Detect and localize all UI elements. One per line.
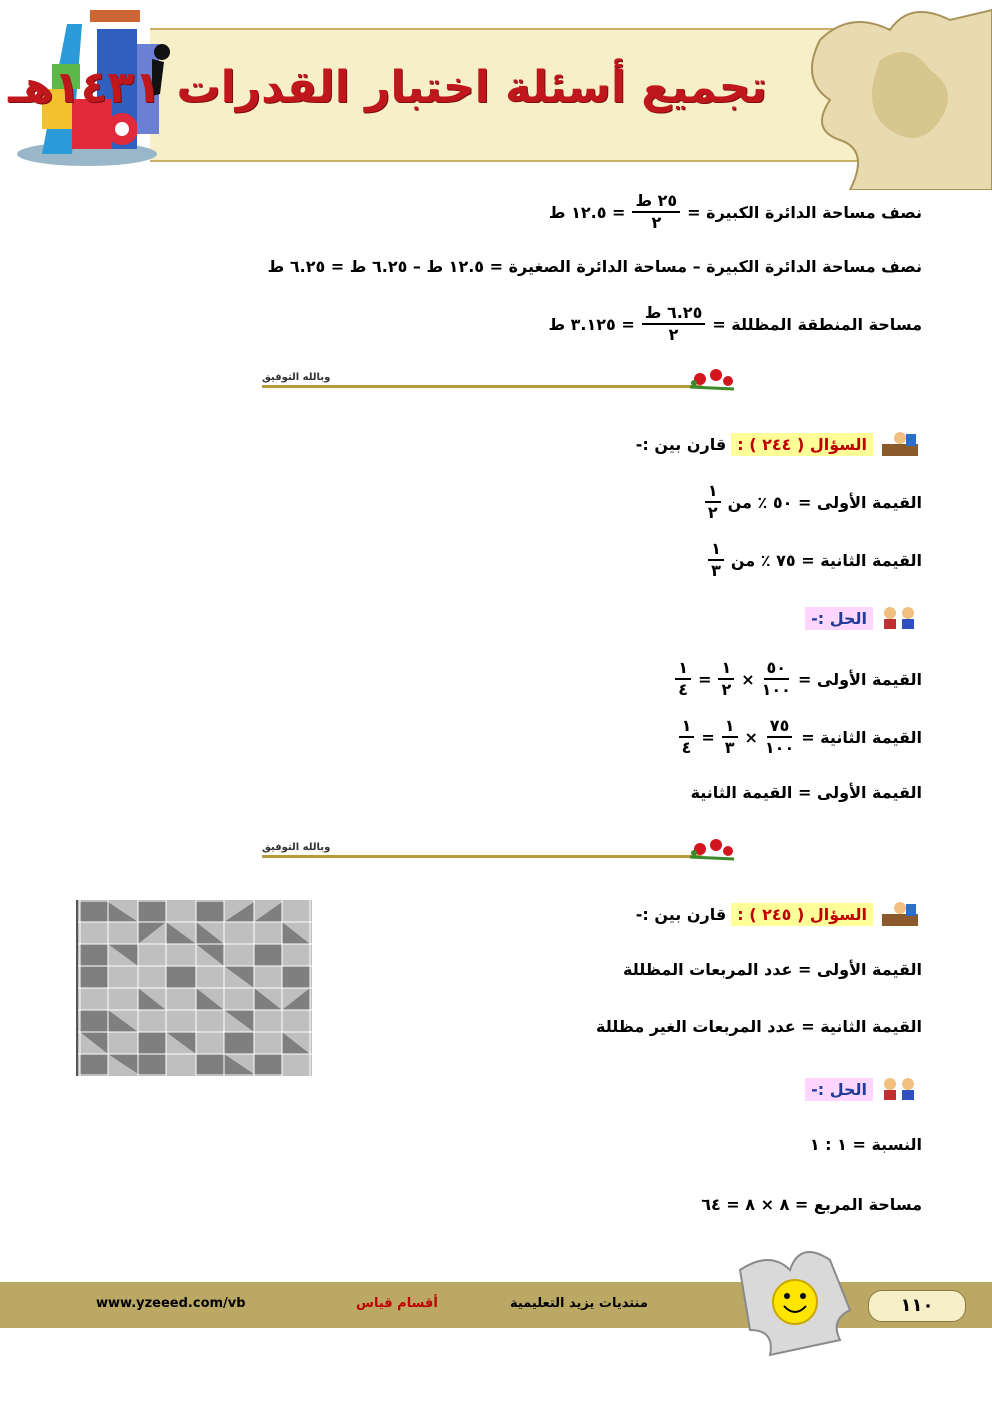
fraction bbox=[708, 541, 724, 579]
fraction bbox=[762, 660, 791, 698]
numerator: ٢٥ ط bbox=[632, 193, 680, 213]
denominator: ١٠٠ bbox=[764, 738, 795, 757]
fraction bbox=[632, 193, 680, 231]
denominator: ٢ bbox=[707, 503, 718, 522]
q244-value-1 bbox=[703, 483, 922, 521]
question-prompt: قارن بين :- bbox=[635, 434, 727, 454]
numerator: ١ bbox=[675, 660, 691, 680]
times-sign: × bbox=[741, 669, 755, 689]
denominator: ٢ bbox=[721, 680, 732, 699]
fraction bbox=[679, 718, 695, 756]
question-label: السؤال ( ٢٤٥ ) : bbox=[731, 903, 873, 926]
numerator: ٥٠ bbox=[764, 660, 790, 680]
q244-solution-line-2 bbox=[677, 718, 922, 756]
value-2-text: القيمة الثانية = ٧٥ ٪ من bbox=[730, 550, 922, 570]
denominator: ٢ bbox=[668, 325, 679, 344]
q244-conclusion: القيمة الأولى = القيمة الثانية bbox=[690, 783, 922, 802]
denominator: ٤ bbox=[681, 738, 692, 757]
fraction bbox=[675, 660, 691, 698]
numerator: ١ bbox=[708, 541, 724, 561]
intro-line-1-result: = ١٢.٥ ط bbox=[548, 202, 626, 222]
fraction bbox=[705, 483, 721, 521]
fraction bbox=[718, 660, 734, 698]
fraction bbox=[722, 718, 738, 756]
times-sign: × bbox=[744, 727, 758, 747]
solution-2-text: القيمة الثانية = bbox=[801, 727, 922, 747]
solution-label: الحل :- bbox=[805, 607, 873, 630]
student-icon bbox=[878, 900, 922, 928]
equals-sign: = bbox=[698, 669, 712, 689]
fraction bbox=[765, 718, 794, 756]
question-prompt: قارن بين :- bbox=[635, 904, 727, 924]
divider-text: وبالله التوفيق bbox=[262, 842, 331, 853]
puzzle-piece-icon bbox=[790, 0, 992, 190]
q245-area: مساحة المربع = ٨ × ٨ = ٦٤ bbox=[701, 1195, 922, 1214]
question-244-header bbox=[636, 430, 922, 458]
q245-solution-header bbox=[805, 1076, 922, 1102]
denominator: ٣ bbox=[711, 561, 721, 580]
footer-section: أقسام قياس bbox=[356, 1296, 438, 1311]
q245-value-2: القيمة الثانية = عدد المربعات الغير مظللة bbox=[595, 1017, 922, 1036]
footer-forum: منتديات يزيد التعليمية bbox=[510, 1296, 648, 1311]
equals-sign: = bbox=[701, 727, 715, 747]
divider-text: وبالله التوفيق bbox=[262, 372, 331, 383]
denominator: ٣ bbox=[724, 738, 735, 757]
denominator: ٤ bbox=[678, 680, 689, 699]
children-icon bbox=[878, 1076, 922, 1102]
q244-value-2 bbox=[706, 541, 922, 579]
q245-value-1: القيمة الأولى = عدد المربعات المظللة bbox=[622, 960, 922, 979]
q244-solution-line-1 bbox=[673, 660, 922, 698]
numerator: ١ bbox=[679, 718, 695, 738]
solution-label: الحل :- bbox=[805, 1078, 873, 1101]
header-title: تجميع أسئلة اختبار القدرات ١٤٣١هـ bbox=[8, 62, 767, 113]
divider-line bbox=[262, 855, 702, 858]
q245-ratio: النسبة = ١ : ١ bbox=[809, 1135, 922, 1154]
numerator: ٧٥ bbox=[767, 718, 793, 738]
shaded-squares-figure bbox=[76, 900, 312, 1076]
intro-line-1-text: نصف مساحة الدائرة الكبيرة = bbox=[687, 202, 922, 222]
intro-line-3 bbox=[548, 305, 922, 343]
rose-icon bbox=[686, 835, 738, 863]
denominator: ٢ bbox=[651, 213, 662, 232]
numerator: ٦.٢٥ ط bbox=[642, 305, 706, 325]
q244-solution-header bbox=[805, 605, 922, 631]
footer-website: www.yzeeed.com/vb bbox=[96, 1296, 246, 1311]
solution-1-text: القيمة الأولى = bbox=[797, 669, 922, 689]
numerator: ١ bbox=[722, 718, 738, 738]
page-number: ١١٠ bbox=[868, 1290, 966, 1322]
intro-line-3-result: = ٣.١٢٥ ط bbox=[548, 314, 635, 334]
children-icon bbox=[878, 605, 922, 631]
denominator: ١٠٠ bbox=[761, 680, 791, 699]
divider-line bbox=[262, 385, 702, 388]
question-label: السؤال ( ٢٤٤ ) : bbox=[731, 433, 873, 456]
numerator: ١ bbox=[718, 660, 734, 680]
rose-icon bbox=[686, 365, 738, 393]
student-icon bbox=[878, 430, 922, 458]
smiley-puzzle-icon bbox=[730, 1240, 860, 1360]
intro-line-2: نصف مساحة الدائرة الكبيرة – مساحة الدائرة الصغيرة = ١٢.٥ ط – ٦.٢٥ ط = ٦.٢٥ ط bbox=[267, 257, 922, 276]
intro-line-1 bbox=[549, 193, 922, 231]
value-1-text: القيمة الأولى = ٥٠ ٪ من bbox=[727, 492, 922, 512]
question-245-header bbox=[636, 900, 922, 928]
fraction bbox=[642, 305, 706, 343]
intro-line-3-text: مساحة المنطقة المظللة = bbox=[712, 314, 922, 334]
numerator: ١ bbox=[705, 483, 721, 503]
